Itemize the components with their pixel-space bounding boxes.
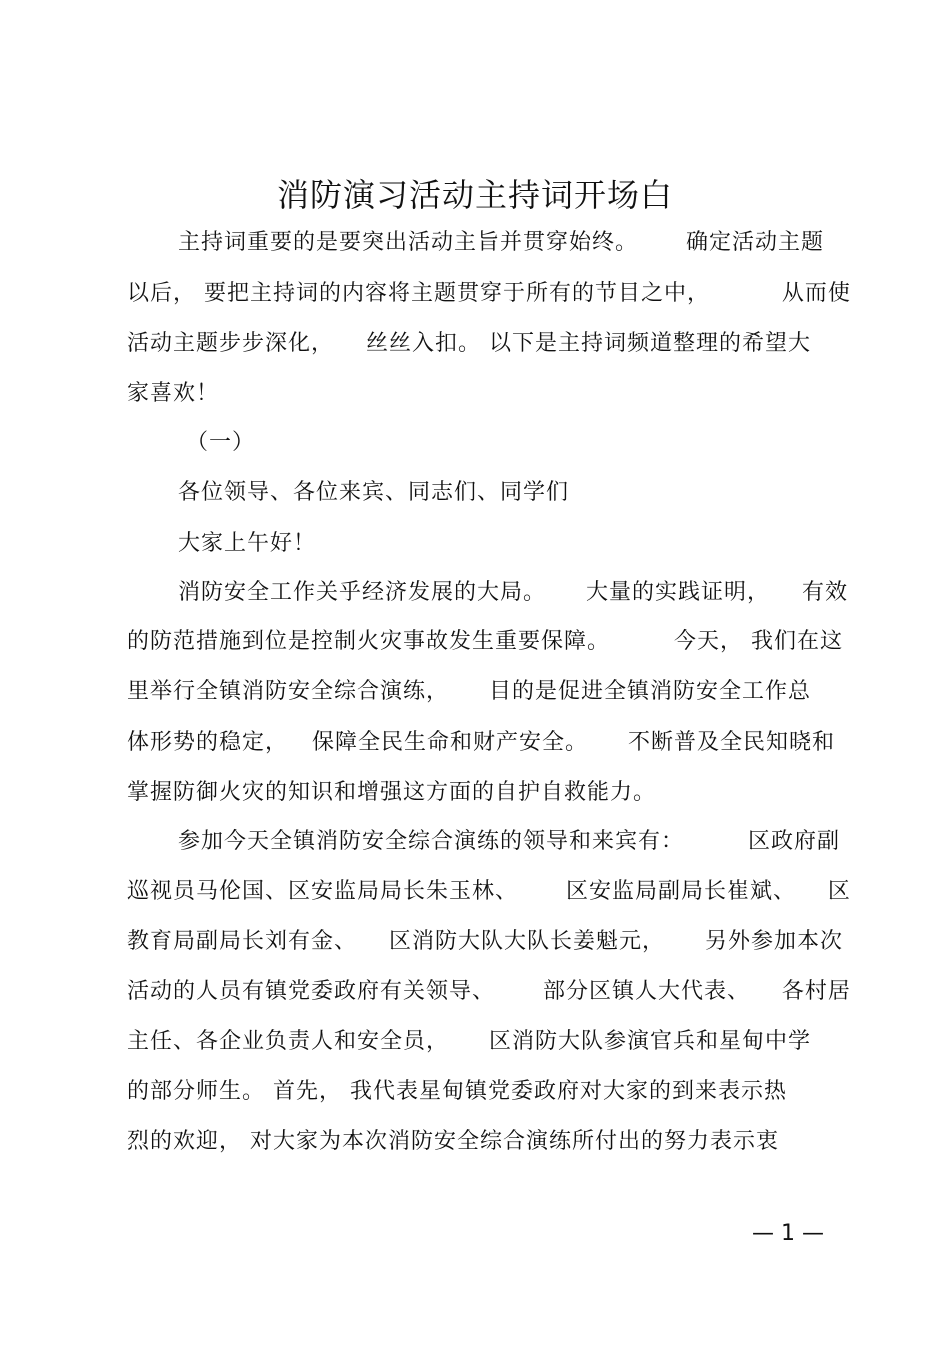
paragraph-line: 的部分师生。 首先， 我代表星甸镇党委政府对大家的到来表示热 <box>127 1079 787 1104</box>
paragraph-line: 里举行全镇消防安全综合演练， 目的是促进全镇消防安全工作总 <box>127 679 811 704</box>
paragraph-line: 的防范措施到位是控制火灾事故发生重要保障。 今天， 我们在这 <box>127 629 843 654</box>
paragraph-line: 以后， 要把主持词的内容将主题贯穿于所有的节目之中， 从而使 <box>127 281 851 306</box>
paragraph-line: 巡视员马伦国、区安监局局长朱玉林、 区安监局副局长崔斌、 区 <box>127 879 851 904</box>
section-heading: （一） <box>186 430 256 455</box>
document-title: 消防演习活动主持词开场白 <box>276 176 673 214</box>
paragraph-line: 消防安全工作关乎经济发展的大局。 大量的实践证明， 有效 <box>178 580 848 605</box>
paragraph-line: 活动的人员有镇党委政府有关领导、 部分区镇人大代表、 各村居 <box>127 979 851 1004</box>
paragraph-line: 活动主题步步深化， 丝丝入扣。 以下是主持词频道整理的希望大 <box>127 331 811 356</box>
paragraph-line: 体形势的稳定， 保障全民生命和财产安全。 不断普及全民知晓和 <box>127 730 835 755</box>
paragraph-line: 主任、各企业负责人和安全员， 区消防大队参演官兵和星甸中学 <box>127 1029 811 1054</box>
paragraph-line: 烈的欢迎， 对大家为本次消防安全综合演练所付出的努力表示衷 <box>127 1129 779 1154</box>
greeting-line: 大家上午好！ <box>178 531 317 556</box>
salutation-line: 各位领导、各位来宾、同志们、同学们 <box>178 480 570 505</box>
paragraph-line: 参加今天全镇消防安全综合演练的领导和来宾有： 区政府副 <box>178 829 840 854</box>
paragraph-line: 主持词重要的是要突出活动主旨并贯穿始终。 确定活动主题 <box>178 230 824 255</box>
page-number: — 1 — <box>752 1221 824 1246</box>
paragraph-line: 掌握防御火灾的知识和增强这方面的自护自救能力。 <box>127 780 657 805</box>
paragraph-line: 家喜欢！ <box>127 381 220 406</box>
paragraph-line: 教育局副局长刘有金、 区消防大队大队长姜魁元， 另外参加本次 <box>127 929 843 954</box>
